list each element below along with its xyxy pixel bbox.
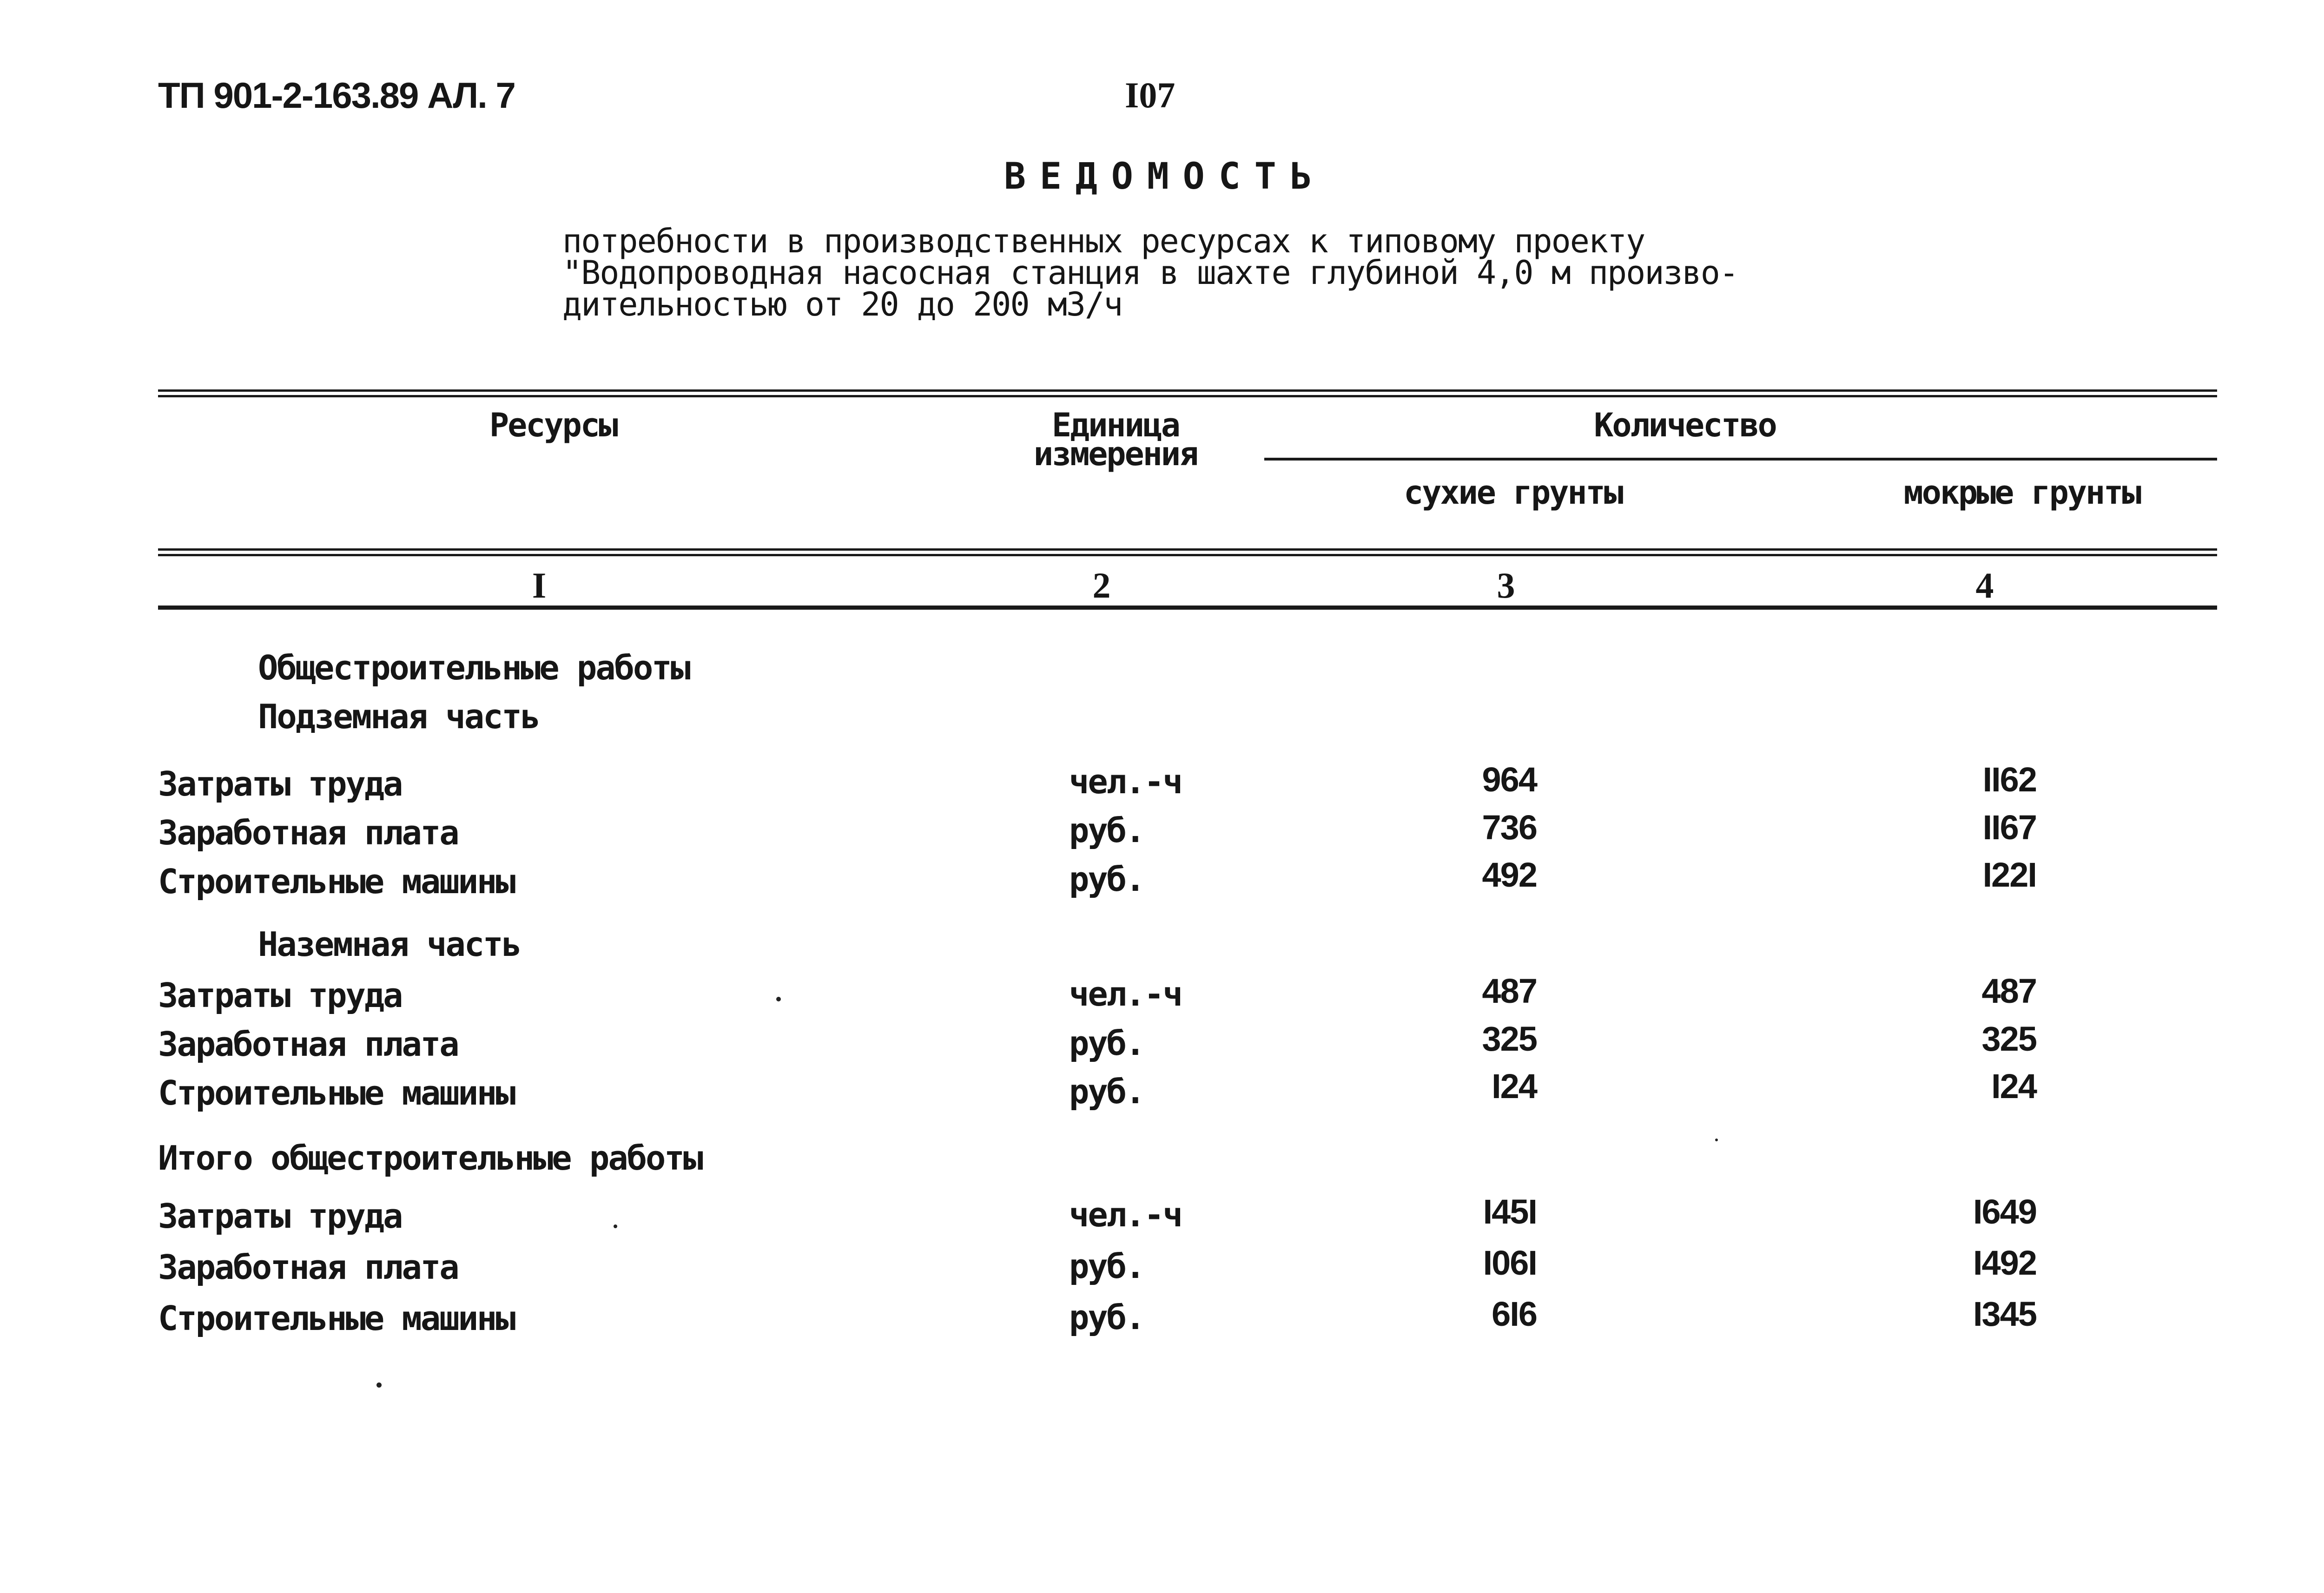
row-value-dry: I45I (1483, 1192, 1537, 1231)
column-number-2: 2 (1092, 565, 1111, 606)
row-value-dry: 487 (1482, 972, 1537, 1010)
subtitle-line-1: потребности в производственных ресурсах к типовому проекту (562, 222, 1645, 260)
scan-speck (614, 1224, 617, 1228)
row-unit: руб. (1069, 860, 1144, 899)
row-value-dry: I06I (1483, 1244, 1537, 1282)
header-bottom-rule (158, 548, 2217, 551)
column-header-resources: Ресурсы (489, 406, 617, 444)
table-top-rule (158, 389, 2217, 392)
column-header-dry-soil: сухие грунты (1404, 474, 1622, 512)
row-value-dry: 736 (1482, 808, 1537, 847)
column-header-unit (1033, 406, 1198, 473)
row-value-dry: 964 (1482, 760, 1537, 799)
column-number-4: 4 (1975, 565, 1994, 606)
row-value-wet: I24 (1991, 1067, 2036, 1106)
row-value-wet: II67 (1982, 808, 2036, 847)
row-label: Заработная плата (158, 1025, 458, 1064)
row-value-wet: I649 (1973, 1192, 2036, 1231)
row-label: Заработная плата (158, 813, 458, 852)
row-value-wet: I22I (1982, 856, 2036, 894)
row-unit: чел.-ч (1069, 1195, 1182, 1234)
totals-heading: Итого общестроительные работы (158, 1139, 702, 1178)
row-unit: чел.-ч (1069, 762, 1182, 801)
scan-speck (376, 1382, 382, 1388)
row-value-dry: 6I6 (1492, 1295, 1537, 1333)
row-value-dry: 325 (1482, 1020, 1537, 1058)
scan-speck (776, 997, 781, 1001)
subsection-heading: Наземная часть (258, 925, 521, 964)
row-unit: руб. (1069, 1024, 1144, 1063)
row-label: Затраты труда (158, 1197, 402, 1236)
column-header-unit-line2: измерения (1033, 435, 1198, 473)
column-header-quantity: Количество (1594, 406, 1776, 444)
row-unit: руб. (1069, 1247, 1144, 1286)
section-heading: Общестроительные работы (258, 648, 689, 687)
subsection-heading: Подземная часть (258, 697, 540, 736)
row-label: Затраты труда (158, 976, 402, 1015)
scan-speck (1715, 1139, 1718, 1141)
document-subtitle (562, 222, 1738, 323)
row-value-wet: 325 (1981, 1020, 2036, 1058)
column-number-3: 3 (1497, 565, 1515, 606)
row-unit: руб. (1069, 1072, 1144, 1111)
subtitle-line-3: дительностью от 20 до 200 м3/ч (562, 285, 1122, 323)
row-label: Строительные машины (158, 862, 515, 901)
row-value-dry: 492 (1482, 856, 1537, 894)
quantity-subheader-rule (1264, 458, 2217, 461)
column-header-unit-line1: Единица (1051, 406, 1180, 444)
column-numbers-rule (158, 606, 2217, 610)
row-label: Затраты труда (158, 764, 402, 803)
row-value-wet: II62 (1982, 760, 2036, 799)
row-unit: руб. (1069, 811, 1144, 850)
subtitle-line-2: "Водопроводная насосная станция в шахте глубиной 4,0 м произво- (562, 254, 1738, 292)
column-header-wet-soil: мокрые грунты (1903, 474, 2140, 512)
row-value-dry: I24 (1492, 1067, 1537, 1106)
row-unit: руб. (1069, 1298, 1144, 1337)
column-number-1: I (532, 565, 547, 606)
document-code: ТП 901-2-163.89 АЛ. 7 (158, 75, 515, 116)
row-label: Строительные машины (158, 1073, 515, 1112)
row-unit: чел.-ч (1069, 974, 1182, 1014)
page-number: I07 (1125, 75, 1175, 115)
row-value-wet: I492 (1973, 1244, 2036, 1282)
document-title: ВЕДОМОСТЬ (1004, 156, 1326, 197)
row-label: Строительные машины (158, 1299, 515, 1338)
row-value-wet: 487 (1981, 972, 2036, 1010)
row-value-wet: I345 (1973, 1295, 2036, 1333)
row-label: Заработная плата (158, 1248, 458, 1287)
